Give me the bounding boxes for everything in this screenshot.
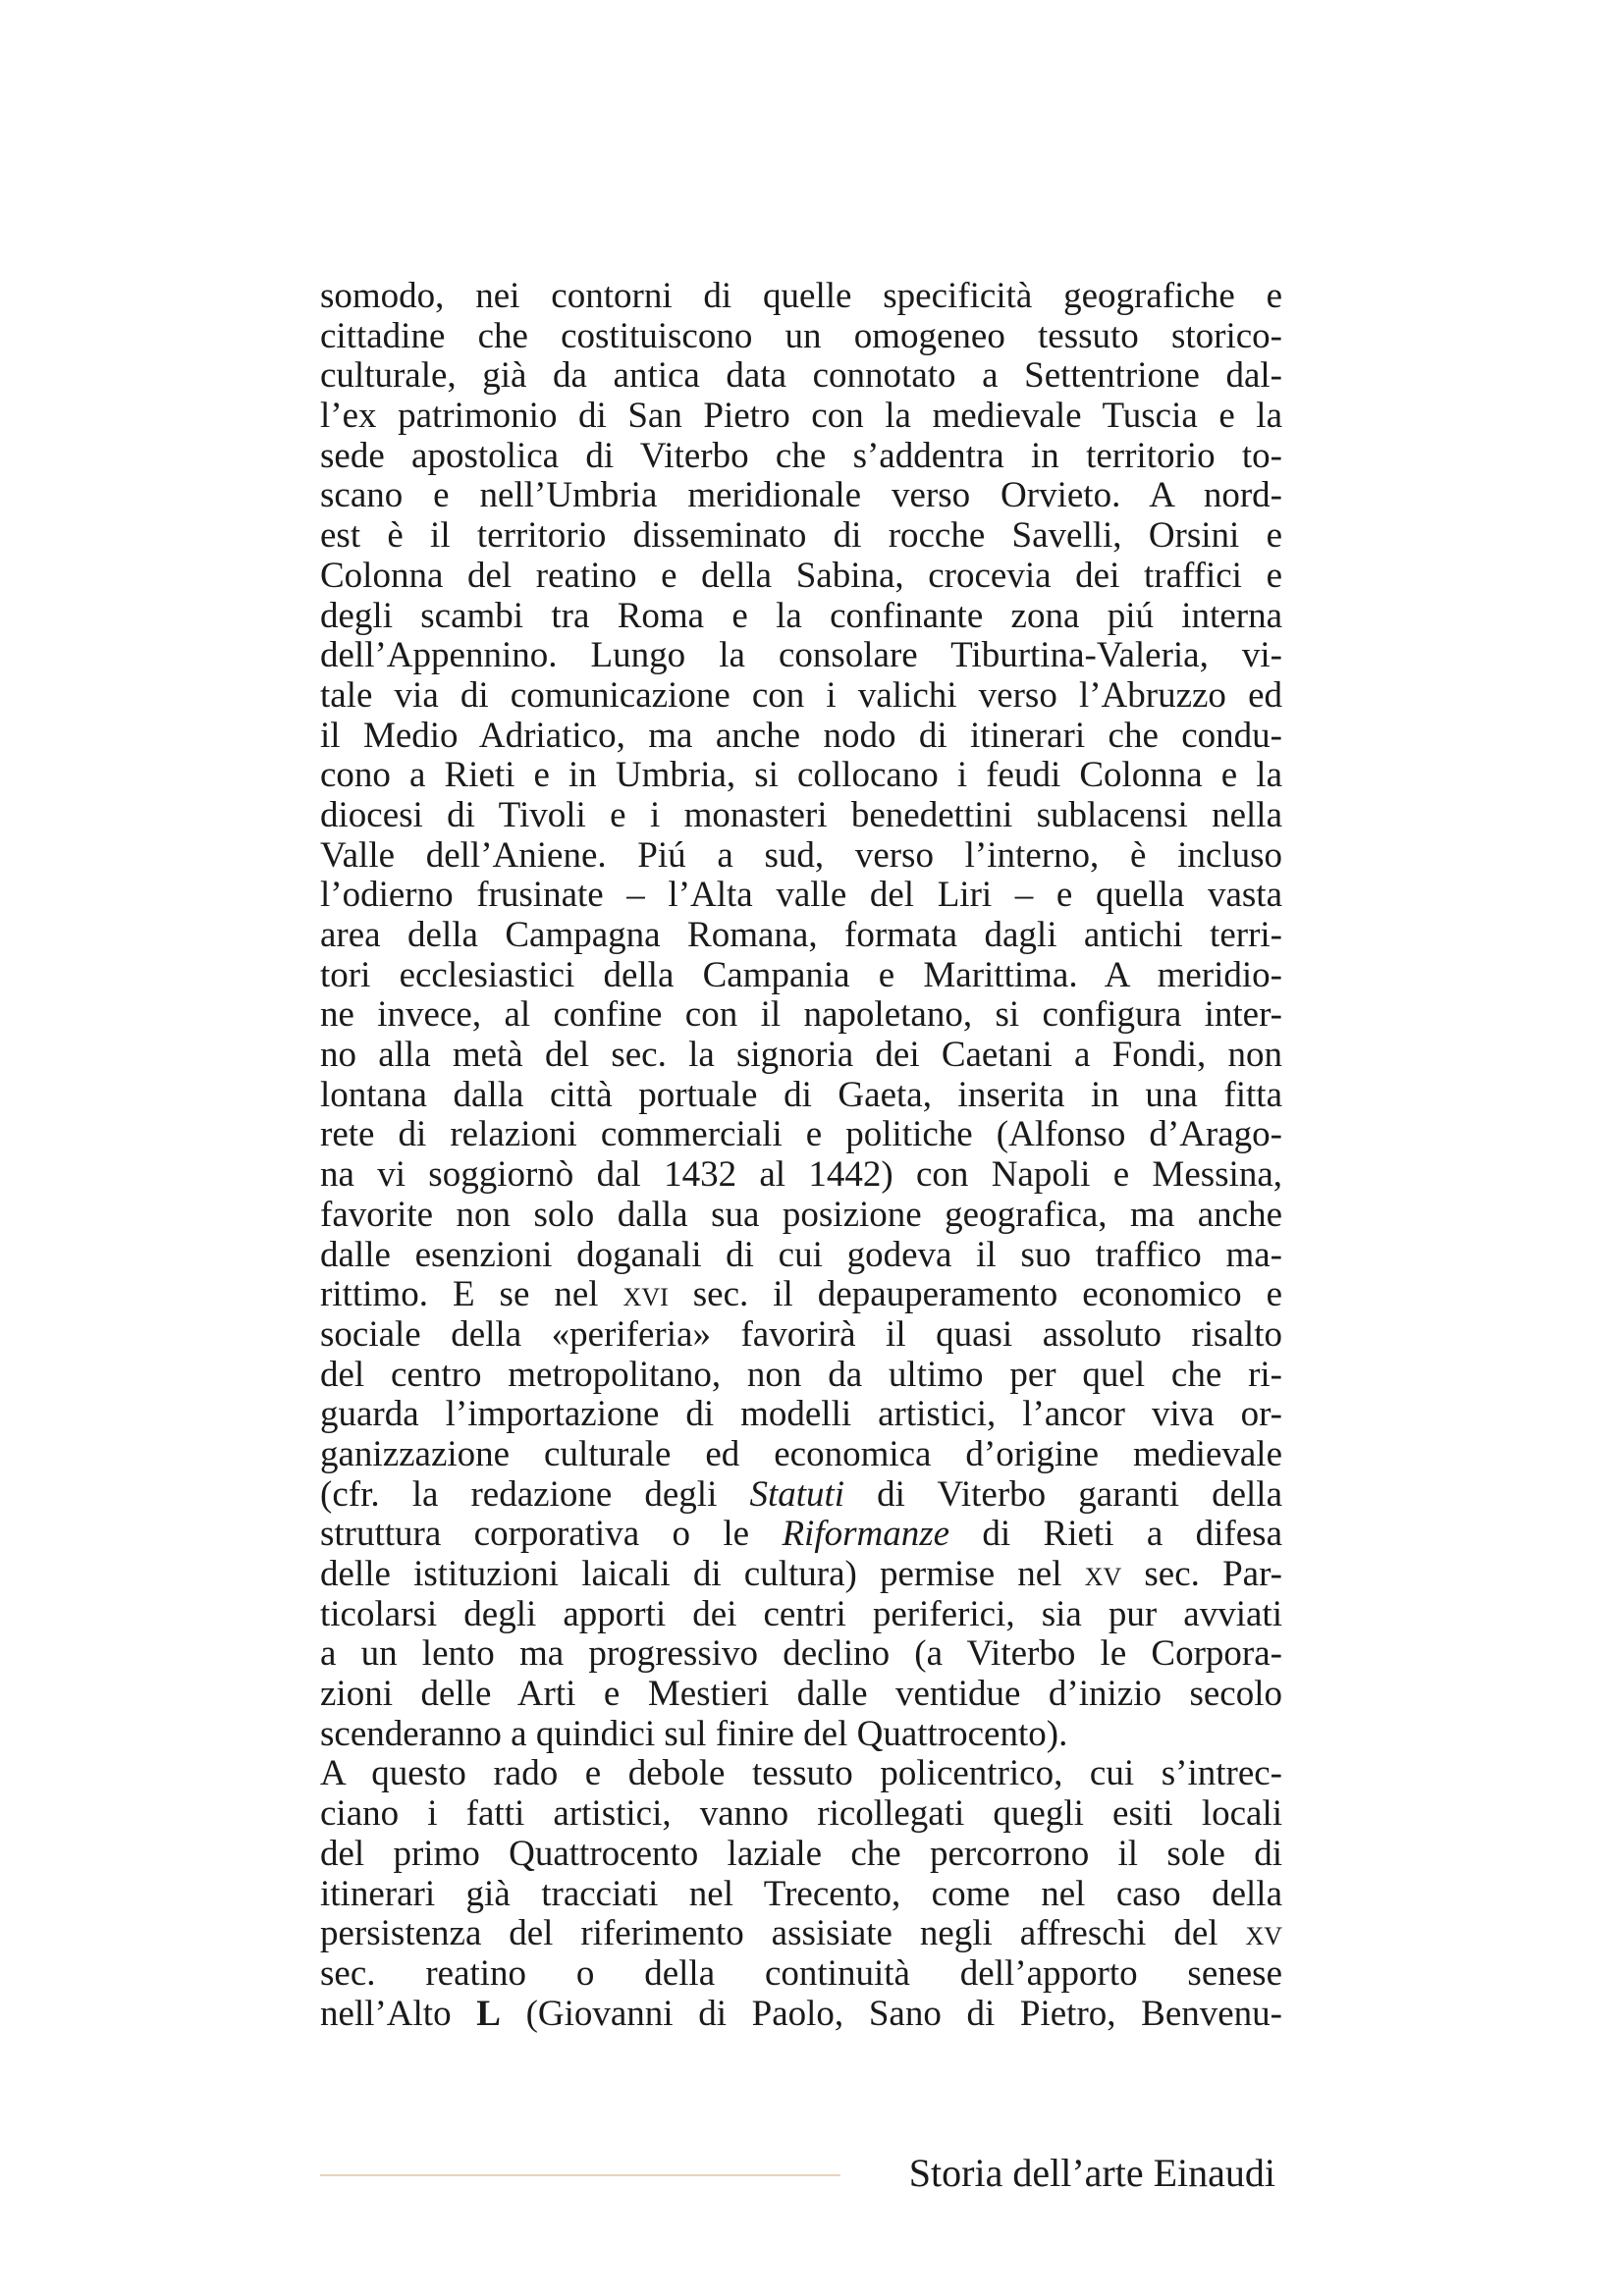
text-line: cono a Rieti e in Umbria, si collocano i feudi Colonna e la [320,755,1282,796]
century-numeral: xv [1084,1554,1122,1594]
text-line: zioni delle Arti e Mestieri dalle ventidue d’inizio secolo [320,1674,1282,1715]
footer-rule [320,2174,840,2176]
page-body [320,277,1282,2034]
text-line: Colonna del reatino e della Sabina, crocevia dei traffici e [320,555,1282,596]
century-numeral: xvi [622,1274,669,1315]
text-line: sociale della «periferia» favorirà il quasi assoluto risalto [320,1313,1282,1355]
text-line: nell’Alto L (Giovanni di Paolo, Sano di Pietro, Benvenu- [320,1993,1282,2034]
text-line: diocesi di Tivoli e i monasteri benedettini sublacensi nella [320,794,1282,835]
text-line: a un lento ma progressivo declino (a Viterbo le Corpora- [320,1633,1282,1675]
text-line: somodo, nei contorni di quelle specificità geografiche e [320,276,1282,316]
century-numeral: xv [1245,1913,1282,1954]
text-line: favorite non solo dalla sua posizione geografica, ma anche [320,1194,1282,1235]
text-line: dalle esenzioni doganali di cui godeva il suo traffico ma- [320,1234,1282,1275]
text-line: degli scambi tra Roma e la confinante zona piú interna [320,595,1282,636]
text-line: delle istituzioni laicali di cultura) permise nel xv sec. Par- [320,1554,1282,1594]
text-line: lontana dalla città portuale di Gaeta, inserita in una fitta [320,1074,1282,1115]
text-line: ticolarsi degli apporti dei centri periferici, sia pur avviati [320,1593,1282,1634]
text-line: guarda l’importazione di modelli artistici, l’ancor viva or- [320,1394,1282,1435]
italic-title: Statuti [749,1473,845,1515]
text-line: struttura corporativa o le Riformanze di Rieti a difesa [320,1514,1282,1555]
text-line: dell’Appennino. Lungo la consolare Tiburtina-Valeria, vi- [320,635,1282,676]
bold-abbreviation: L [476,1993,501,2034]
text-line: ne invece, al confine con il napoletano, si configura inter- [320,994,1282,1036]
text-line: persistenza del riferimento assisiate negli affreschi del xv [320,1913,1282,1954]
text-line: del primo Quattrocento laziale che percorrono il sole di [320,1833,1282,1874]
text-line: ganizzazione culturale ed economica d’origine medievale [320,1433,1282,1474]
text-line: tori ecclesiastici della Campania e Marittima. A meridio- [320,954,1282,995]
text-line: ciano i fatti artistici, vanno ricollegati quegli esiti locali [320,1793,1282,1835]
text-line: rittimo. E se nel xvi sec. il depauperamento economico e [320,1274,1282,1315]
text-line: no alla metà del sec. la signoria dei Caetani a Fondi, non [320,1035,1282,1076]
text-line: l’odierno frusinate – l’Alta valle del Liri – e quella vasta [320,875,1282,916]
text-line: itinerari già tracciati nel Trecento, come nel caso della [320,1873,1282,1914]
text-line: del centro metropolitano, non da ultimo per quel che ri- [320,1354,1282,1395]
footer-title: Storia dell’arte Einaudi [908,2151,1275,2195]
text-line: rete di relazioni commerciali e politiche (Alfonso d’Arago- [320,1114,1282,1155]
text-line: area della Campagna Romana, formata dagli antichi terri- [320,915,1282,955]
text-line: scano e nell’Umbria meridionale verso Orvieto. A nord- [320,475,1282,516]
text-line: est è il territorio disseminato di rocche Savelli, Orsini e [320,515,1282,557]
text-line: culturale, già da antica data connotato a Settentrione dal- [320,355,1282,397]
text-line: tale via di comunicazione con i valichi verso l’Abruzzo ed [320,674,1282,716]
text-line: sec. reatino o della continuità dell’apporto senese [320,1952,1282,1994]
text-line: scenderanno a quindici sul finire del Quattrocento). [320,1713,1068,1754]
text-line: sede apostolica di Viterbo che s’addentra in territorio to- [320,435,1282,476]
text-line: Valle dell’Aniene. Piú a sud, verso l’interno, è incluso [320,834,1282,876]
text-line: A questo rado e debole tessuto policentrico, cui s’intrec- [320,1753,1282,1794]
text-line: na vi soggiornò dal 1432 al 1442) con Napoli e Messina, [320,1154,1282,1196]
text-line: l’ex patrimonio di San Pietro con la medievale Tuscia e la [320,396,1282,437]
text-line: cittadine che costituiscono un omogeneo tessuto storico- [320,315,1282,356]
text-line: il Medio Adriatico, ma anche nodo di itinerari che condu- [320,715,1282,756]
text-line: (cfr. la redazione degli Statuti di Viterbo garanti della [320,1473,1282,1515]
italic-title: Riformanze [782,1514,950,1555]
